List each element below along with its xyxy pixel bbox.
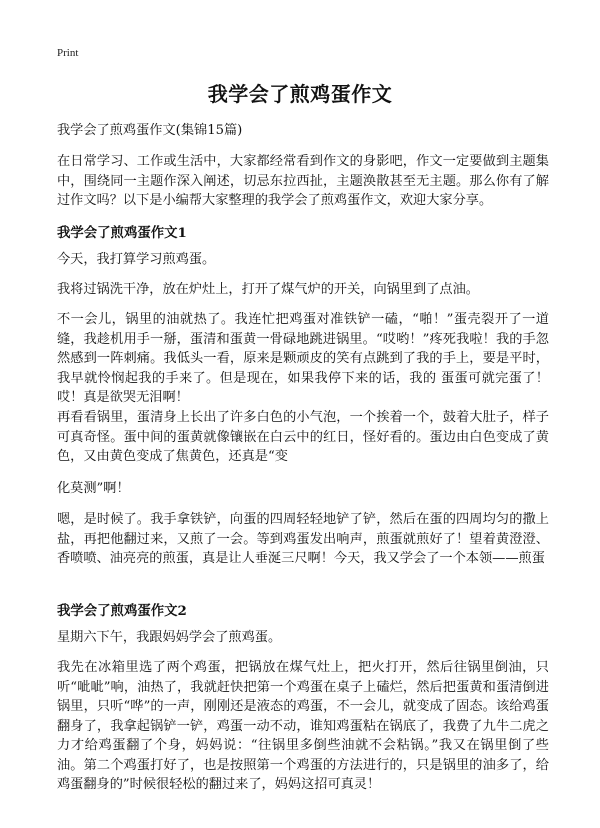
essay-1-paragraph-2: 我将过锅洗干净，放在炉灶上，打开了煤气炉的开关，向锅里到了点油。 [57,282,479,297]
essay-1-paragraph-6: 嗯，是时候了。我手拿铁铲，向蛋的四周轻轻地铲了铲，然后在蛋的四周均匀的撒上盐，再把他翻过来，又煎了一会。等到鸡蛋发出响声，煎蛋就煎好了！望着黄澄澄、香喷喷、油亮亮的煎蛋，真是让人垂涎三尺啊！今天，我又学会了一个本领——煎蛋 [57,512,549,566]
print-link[interactable]: Print [57,47,79,59]
essay-1-heading: 我学会了煎鸡蛋作文1 [57,225,187,241]
collection-title: 我学会了煎鸡蛋作文(集锦15篇) [57,123,243,138]
essay-2-paragraph-2: 我先在冰箱里选了两个鸡蛋，把锅放在煤气灶上，把火打开，然后往锅里倒油，只听“呲呲”响，油热了，我就赶快把第一个鸡蛋在桌子上磕烂，然后把蛋黄和蛋清倒进锅里，只听“哗”的一声，刚刚还是液态的鸡蛋，不一会儿，就变成了固态。该给鸡蛋翻身了，我拿起锅铲一铲，鸡蛋一动不动，谁知鸡蛋粘在锅底了，我费了九牛二虎之力才给鸡蛋翻了个身，妈妈说：“往锅里多倒些油就不会粘锅。”我又在锅里倒了些油。第二个鸡蛋打好了，也是按照第一个鸡蛋的方法进行的，只是锅里的油多了，给鸡蛋翻身的”时候很轻松的翻过来了，妈妈这招可真灵！ [57,660,549,792]
intro-paragraph: 在日常学习、工作或生活中，大家都经常看到作文的身影吧，作文一定要做到主题集中，围绕同一主题作深入阐述，切忌东拉西扯，主题涣散甚至无主题。那么你有了解过作文吗？以下是小编帮大家整理的我学会了煎鸡蛋作文，欢迎大家分享。 [57,154,549,208]
essay-1-paragraph-5: 化莫测”啊！ [57,481,130,496]
essay-2-paragraph-1: 星期六下午，我跟妈妈学会了煎鸡蛋。 [57,630,282,645]
essay-1-paragraph-3: 不一会儿，锅里的油就热了。我连忙把鸡蛋对准铁铲一磕，“啪！”蛋壳裂开了一道缝，我趁机用手一掰，蛋清和蛋黄一骨碌地跳进锅里。“哎哟！”疼死我啦！我的手忽然感到一阵刺痛。我低头一看，原来是颗顽皮的笑有点跳到了我的手上，要是平时，我早就怜悯起我的手来了。但是现在，如果我停下来的话，我的 蛋蛋可就完蛋了！哎！真是欲哭无泪啊！ [57,312,549,405]
essay-2-heading: 我学会了煎鸡蛋作文2 [57,603,187,619]
page-title: 我学会了煎鸡蛋作文 [207,82,393,106]
essay-1-paragraph-4: 再看看锅里，蛋清身上长出了许多白色的小气泡，一个挨着一个，鼓着大肚子，样子可真奇怪。蛋中间的蛋黄就像镶嵌在白云中的红日，怪好看的。蛋边由白色变成了黄色，又由黄色变成了焦黄色，还真是“变 [57,410,549,464]
essay-1-paragraph-1: 今天，我打算学习煎鸡蛋。 [57,252,216,267]
